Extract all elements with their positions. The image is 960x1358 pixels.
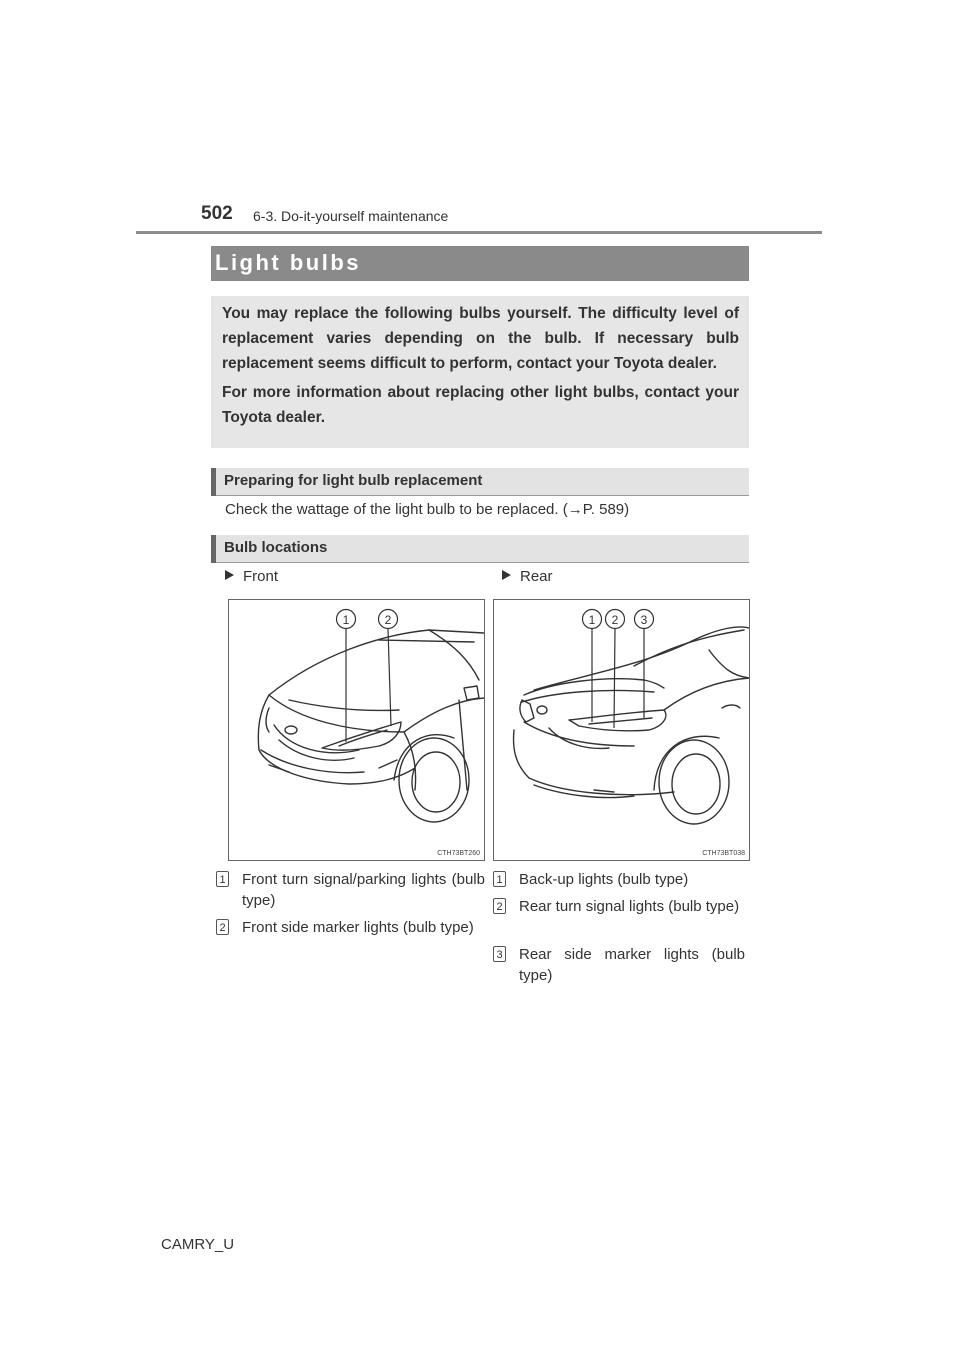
number-badge: 1 xyxy=(216,871,229,887)
list-item: 1 Front turn signal/parking lights (bulb type) xyxy=(216,869,486,913)
page-title: Light bulbs xyxy=(215,250,362,275)
title-bar xyxy=(211,246,749,281)
triangle-bullet-icon xyxy=(225,570,234,580)
list-item: 2 Front side marker lights (bulb type) xyxy=(216,917,486,961)
intro-paragraph-1: You may replace the following bulbs yourself. The difficulty level of replacement varies depending on the bulb. If necessary bulb replacement seems difficult to perform, contact your Toyota dealer. xyxy=(222,305,739,372)
list-item: 1 Back-up lights (bulb type) xyxy=(493,869,750,891)
number-badge: 3 xyxy=(493,946,506,962)
intro-box xyxy=(211,296,749,448)
list-item: 3 Rear side marker lights (bulb type) xyxy=(493,944,750,988)
rear-figure-code: CTH73BT038 xyxy=(702,850,745,857)
number-badge: 2 xyxy=(216,919,229,935)
header-rule xyxy=(136,231,822,234)
intro-paragraph-2: For more information about replacing other light bulbs, contact your Toyota dealer. xyxy=(222,384,739,426)
preparing-heading-bar xyxy=(211,468,749,496)
section-label: 6-3. Do-it-yourself maintenance xyxy=(253,208,449,224)
front-car-illustration xyxy=(228,599,485,861)
list-item: 2 Rear turn signal lights (bulb type) xyxy=(493,896,750,940)
rear-callout-1: 1 xyxy=(588,613,596,627)
arrow-icon: → xyxy=(567,501,583,518)
number-badge: 2 xyxy=(493,898,506,914)
preparing-heading: Preparing for light bulb replacement xyxy=(224,472,483,489)
front-callout-1: 1 xyxy=(342,613,350,627)
page-reference-link[interactable]: P. 589) xyxy=(582,501,630,518)
footer-model-code: CAMRY_U xyxy=(161,1236,235,1253)
page-number: 502 xyxy=(201,203,233,224)
rear-callout-3: 3 xyxy=(640,613,648,627)
front-callout-2: 2 xyxy=(384,613,392,627)
rear-car-drawing xyxy=(494,600,749,860)
rear-label: Rear xyxy=(502,568,553,585)
locations-heading-bar xyxy=(211,535,749,563)
front-label: Front xyxy=(225,568,278,585)
rear-car-illustration xyxy=(493,599,750,861)
triangle-bullet-icon xyxy=(502,570,511,580)
locations-heading: Bulb locations xyxy=(224,539,328,556)
preparing-text: Check the wattage of the light bulb to be replaced. (→P. 589) xyxy=(225,501,630,518)
rear-callout-2: 2 xyxy=(611,613,619,627)
front-figure-code: CTH73BT260 xyxy=(437,850,480,857)
number-badge: 1 xyxy=(493,871,506,887)
front-car-drawing xyxy=(229,600,484,860)
